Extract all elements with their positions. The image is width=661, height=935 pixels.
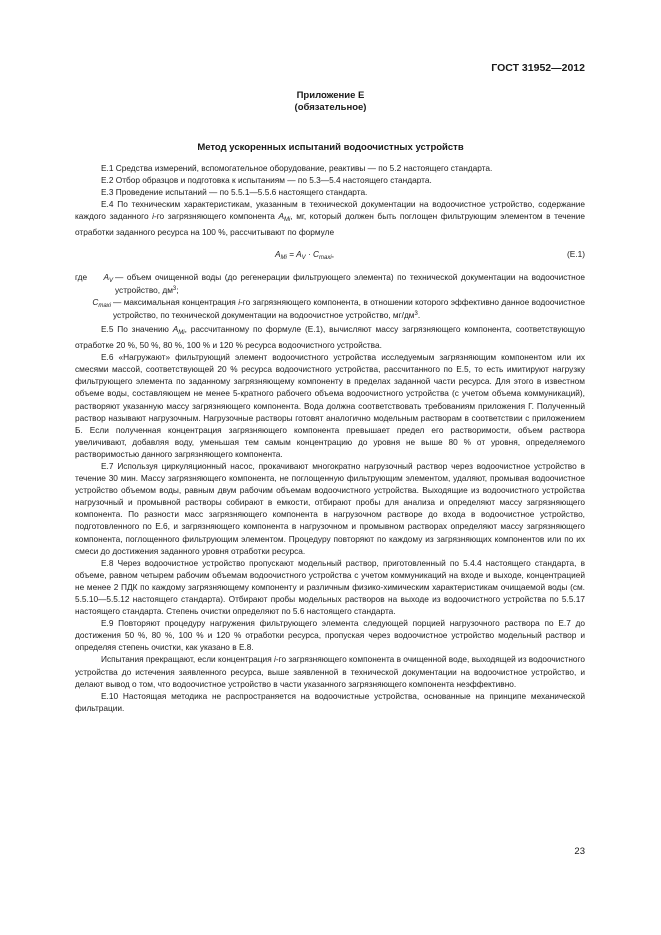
formula-expression: $A_{Mi} = A_V \cdot C_{maxi}$, [275,248,334,261]
definition-av: где $A_V$ — объем очищенной воды (до регенерации фильтрующего элемента) по технической документации на водоочистное устройство, $дм^3$; [75,271,585,295]
standard-designation: ГОСТ 31952—2012 [491,62,585,74]
paragraph-e9: Е.9 Повторяют процедуру нагружения фильтрующего элемента следующей порцией нагрузочного раствора по Е.7 до достижения 50 %, 80 %, 100 % и 120 % отработки ресурса, пропуская через водоочистное устройство модельный раствор и определяя степень очистки, как указано в Е.8. [75,618,585,653]
symbol-a-mi: $A_{Mi}$ [278,211,291,224]
appendix-title: Приложение Е [296,90,365,101]
paragraph-e8: Е.8 Через водоочистное устройство пропускают модельный раствор, приготовленный по 5.4.4 настоящего стандарта, в объеме, равном четырем рабочим объемам водоочистного устройства с учетом коммуникаций на входе и выходе, концентрацией не менее 2 ПДК по каждому загрязняющему компоненту и различным физико-химическим характеристикам очищаемой воды (см. 5.5.10—5.5.12 настоящего стандарта). Отбирают пробы модельных растворов на выходе из водоочистного устройства по 5.5.17 настоящего стандарта. Степень очистки определяют по 5.6 настоящего стандарта. [75,557,585,617]
paragraph-e5: Е.5 По значению $A_{Mi}$, рассчитанному по формуле (Е.1), вычисляют массу загрязняющего компонента, соответствующую отработке 20 %, 50 %, 80 %, 100 % и 120 % ресурса водоочистного устройства. [75,323,585,351]
paragraph-e2: Е.2 Отбор образцов и подготовка к испытаниям — по 5.3—5.4 настоящего стандарта. [101,175,432,186]
symbol-cmax: $C_{maxi}$ [92,296,111,309]
formula-number: (Е.1) [567,248,585,259]
document-body [75,162,585,714]
definitions [75,271,585,321]
paragraph-e4: Е.4 По техническим характеристикам, указанным в технической документации на водоочистное устройство, содержание каждого заданного i-го загрязняющего компонента $A_{Mi}$, мг, который должен быть поглощен фильтрующим элементом в течение отработки заданного ресурса на 100 %, рассчитывают по формуле [75,199,585,238]
page-number: 23 [574,846,585,857]
paragraph-stop-criteria: Испытания прекращают, если концентрация i-го загрязняющего компонента в очищенной воде, выходящей из водоочистного устройства до истечения заявленного ресурса, выше заявленной в технической документации на водоочистное устройство, и делают вывод о том, что водоочистное устройство в части указанного загрязняющего компонента неэффективно. [75,654,585,689]
paragraph-e1: Е.1 Средства измерений, вспомогательное оборудование, реактивы — по 5.2 настоящего стандарта. [101,163,493,173]
appendix-heading [0,90,661,114]
definition-cmax: $C_{maxi}$ — максимальная концентрация i-го загрязняющего компонента, в отношении которого эффективно данное водоочистное устройство, по технической документации на водоочистное устройство, $мг/дм^3$. [75,296,585,321]
appendix-status: (обязательное) [294,102,367,113]
paragraph-e7: Е.7 Используя циркуляционный насос, прокачивают многократно нагрузочный раствор через водоочистное устройство в течение 30 мин. Массу загрязняющего компонента, не поглощенную фильтрующим элементом, удаляют, промывая водоочистное устройство объемом воды, равным двум рабочим объемам водоочистного устройства. Выходящие из водоочистного устройства нагрузочный и промывной растворы собирают в емкости, отбирают пробы для анализа и определяют массу загрязняющего компонента. По разности масс загрязняющего компонента в нагрузочном растворе до входа в водоочистное устройство, подготовленного по Е.6, и загрязняющего компонента в нагрузочном и промывном растворах определяют массу загрязняющего компонента, поглощенного фильтрующим элементом. Процедуру повторяют по каждому из загрязняющих компонентов или по их смеси до достижения заданного уровня отработки ресурса. [75,460,585,556]
paragraph-e6: Е.6 «Нагружают» фильтрующий элемент водоочистного устройства исследуемым загрязняющим компонентом или их смесями массой, соответствующей 20 % ресурса водоочистного устройства, рассчитанного по Е.5, то есть имитируют нагрузку фильтрующего элемента по заданному загрязняющему компоненту в пределах заданной части ресурса. Для этого в известном объеме воды, составляющем не менее 5-кратного рабочего объема водоочистного устройства (с учетом объема коммуникаций), растворяют указанную массу загрязняющего компонента. Вода должна соответствовать требованиям приложения Г. Полученный раствор называют нагрузочным. Нагрузочные растворы готовят аналогично модельным растворам в соответствии с приложением Б. Если полученная концентрация загрязняющего компонента превышает предел его растворимости, объем раствора увеличивают, добавляя воду, уменьшая тем самым концентрацию до уровня не выше 80 % от уровня, определяемого растворимостью данного загрязняющего компонента. [75,352,585,459]
method-title: Метод ускоренных испытаний водоочистных устройств [197,142,464,153]
paragraph-e10: Е.10 Настоящая методика не распространяется на водоочистные устройства, основанные на принципе механической фильтрации. [75,690,585,713]
formula-e1 [75,243,585,265]
symbol-av: $A_V$ [103,271,113,284]
paragraph-e3: Е.3 Проведение испытаний — по 5.5.1—5.5.6 настоящего стандарта. [101,187,368,198]
